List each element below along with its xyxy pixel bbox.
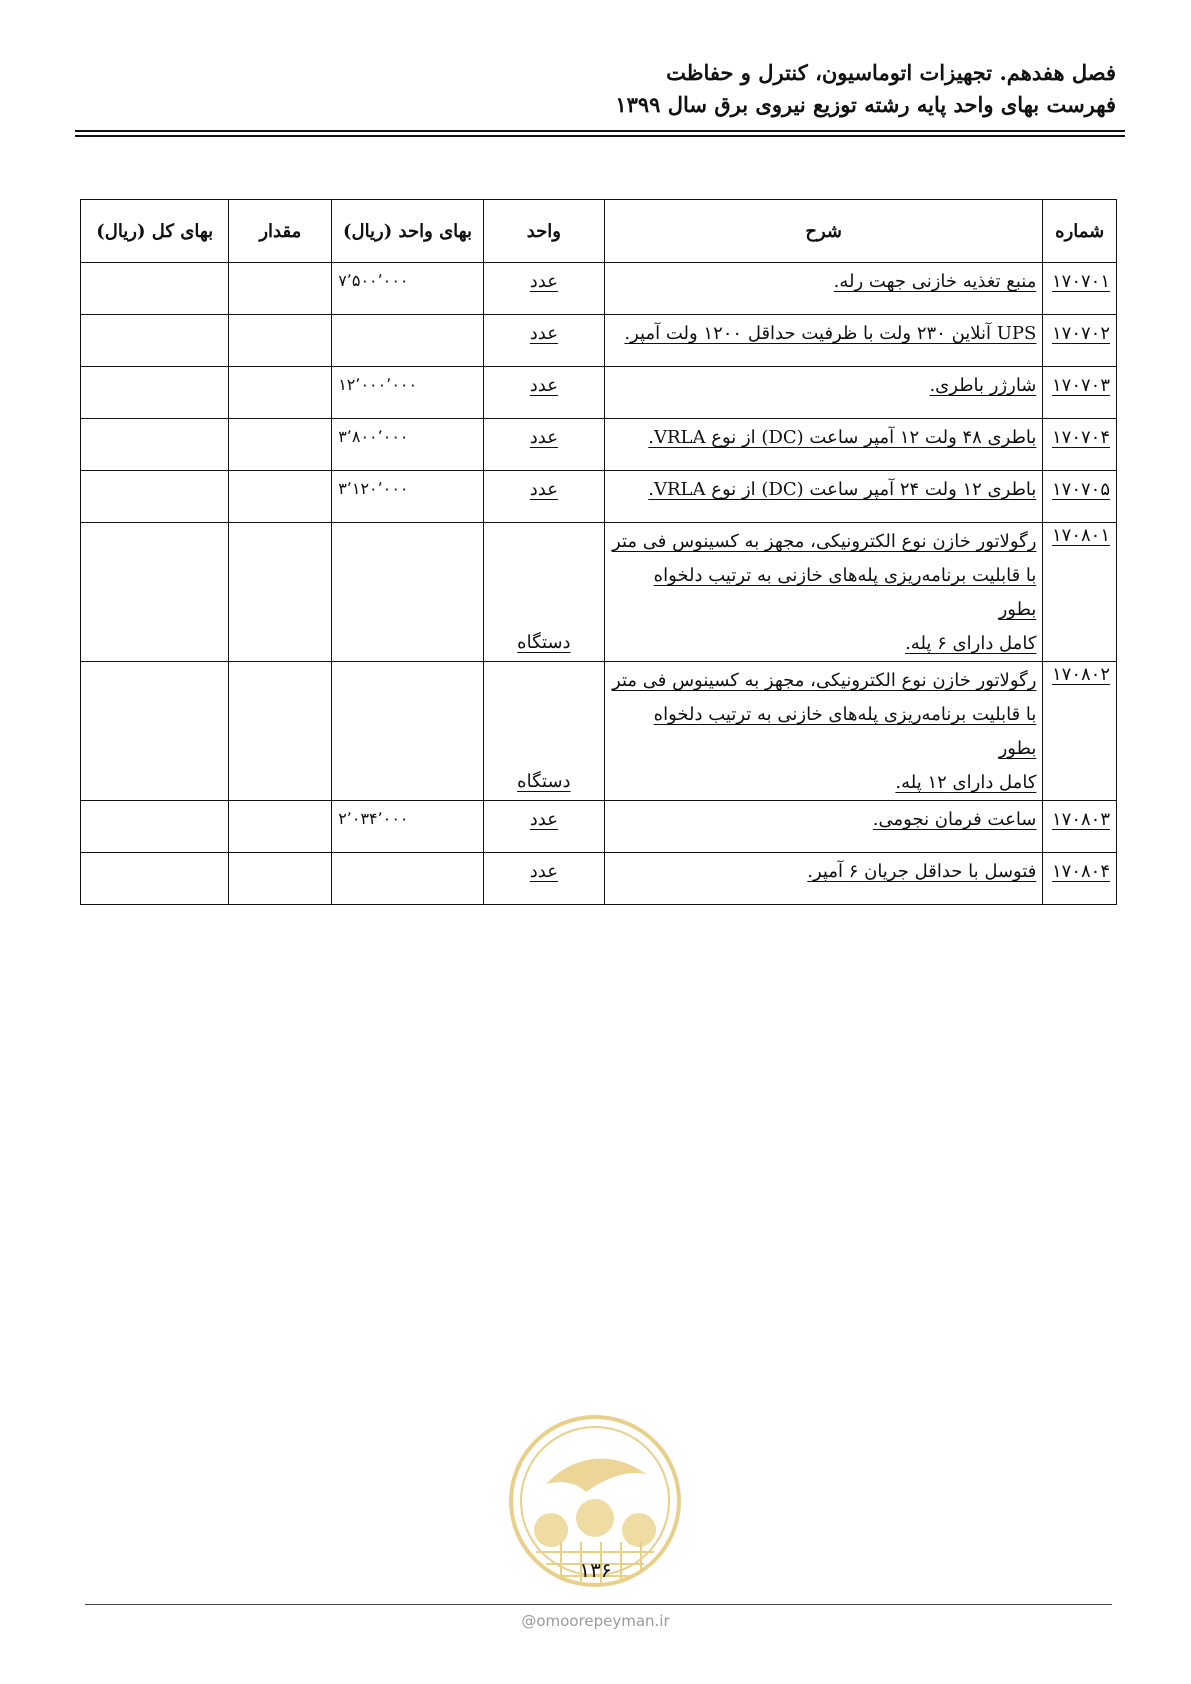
row-code: ۱۷۰۷۰۱ <box>1043 263 1117 315</box>
header-rule-thin <box>75 135 1125 137</box>
row-unit-price: ۷٬۵۰۰٬۰۰۰ <box>332 263 484 315</box>
row-unit-price <box>332 662 484 801</box>
row-unit-price <box>332 523 484 662</box>
row-code: ۱۷۰۸۰۱ <box>1043 523 1117 662</box>
row-code: ۱۷۰۸۰۴ <box>1043 853 1117 905</box>
chapter-title: فصل هفدهم. تجهیزات اتوماسیون، کنترل و حفاظت <box>666 60 1116 85</box>
table-row <box>81 471 1117 523</box>
row-total-price <box>81 367 229 419</box>
row-unit: عدد <box>483 263 604 315</box>
row-description: UPS آنلاین ۲۳۰ ولت با ظرفیت حداقل ۱۲۰۰ ولت آمپر. <box>604 315 1042 367</box>
list-title: فهرست بهای واحد پایه رشته توزیع نیروی برق سال ۱۳۹۹ <box>615 92 1116 117</box>
row-quantity <box>229 367 332 419</box>
row-code: ۱۷۰۷۰۴ <box>1043 419 1117 471</box>
row-unit-price: ۲٬۰۳۴٬۰۰۰ <box>332 801 484 853</box>
table-row <box>81 419 1117 471</box>
row-description: شارژر باطری. <box>604 367 1042 419</box>
row-unit: عدد <box>483 471 604 523</box>
row-total-price <box>81 419 229 471</box>
row-unit: دستگاه <box>483 523 604 662</box>
column-header-unit-price: بهای واحد (ریال) <box>332 200 484 263</box>
row-description: باطری ۱۲ ولت ۲۴ آمپر ساعت (DC) از نوع VRLA. <box>604 471 1042 523</box>
footer-rule <box>85 1604 1112 1605</box>
column-header-code: شماره <box>1043 200 1117 263</box>
row-code: ۱۷۰۷۰۵ <box>1043 471 1117 523</box>
table-row <box>81 523 1117 662</box>
table-row <box>81 263 1117 315</box>
row-quantity <box>229 853 332 905</box>
row-unit: عدد <box>483 419 604 471</box>
row-total-price <box>81 662 229 801</box>
column-header-quantity: مقدار <box>229 200 332 263</box>
row-code: ۱۷۰۸۰۲ <box>1043 662 1117 801</box>
row-quantity <box>229 471 332 523</box>
row-quantity <box>229 801 332 853</box>
row-total-price <box>81 315 229 367</box>
table-header-row <box>81 200 1117 263</box>
row-unit-price <box>332 315 484 367</box>
table-row <box>81 315 1117 367</box>
table-row <box>81 853 1117 905</box>
row-description: رگولاتور خازن نوع الکترونیکی، مجهز به کسینوس فی متر با قابلیت برنامه‌ریزی پله‌های خازنی به ترتیب دلخواه بطور کامل دارای ۶ پله. <box>604 523 1042 662</box>
row-description: فتوسل با حداقل جریان ۶ آمپر. <box>604 853 1042 905</box>
row-code: ۱۷۰۷۰۲ <box>1043 315 1117 367</box>
table-row <box>81 367 1117 419</box>
row-code: ۱۷۰۸۰۳ <box>1043 801 1117 853</box>
row-quantity <box>229 263 332 315</box>
row-unit-price: ۳٬۱۲۰٬۰۰۰ <box>332 471 484 523</box>
row-total-price <box>81 801 229 853</box>
column-header-description: شرح <box>604 200 1042 263</box>
row-total-price <box>81 263 229 315</box>
row-unit: دستگاه <box>483 662 604 801</box>
row-total-price <box>81 853 229 905</box>
row-unit-price: ۱۲٬۰۰۰٬۰۰۰ <box>332 367 484 419</box>
row-total-price <box>81 523 229 662</box>
row-unit-price <box>332 853 484 905</box>
page-number: ۱۳۶ <box>579 1558 612 1582</box>
price-table <box>80 199 1117 905</box>
row-quantity <box>229 419 332 471</box>
row-description: رگولاتور خازن نوع الکترونیکی، مجهز به کسینوس فی متر با قابلیت برنامه‌ریزی پله‌های خازنی به ترتیب دلخواه بطور کامل دارای ۱۲ پله. <box>604 662 1042 801</box>
page-header <box>66 58 1116 122</box>
row-quantity <box>229 315 332 367</box>
header-rule-thick <box>75 130 1125 132</box>
row-total-price <box>81 471 229 523</box>
row-unit-price: ۳٬۸۰۰٬۰۰۰ <box>332 419 484 471</box>
row-code: ۱۷۰۷۰۳ <box>1043 367 1117 419</box>
row-unit: عدد <box>483 801 604 853</box>
table-row <box>81 662 1117 801</box>
column-header-total-price: بهای کل (ریال) <box>81 200 229 263</box>
row-description: ساعت فرمان نجومی. <box>604 801 1042 853</box>
footer-url: @omoorepeyman.ir <box>521 1612 670 1630</box>
row-quantity <box>229 662 332 801</box>
row-description: باطری ۴۸ ولت ۱۲ آمپر ساعت (DC) از نوع VRLA. <box>604 419 1042 471</box>
table-row <box>81 801 1117 853</box>
row-description: منبع تغذیه خازنی جهت رله. <box>604 263 1042 315</box>
row-unit: عدد <box>483 367 604 419</box>
column-header-unit: واحد <box>483 200 604 263</box>
row-unit: عدد <box>483 853 604 905</box>
row-unit: عدد <box>483 315 604 367</box>
row-quantity <box>229 523 332 662</box>
